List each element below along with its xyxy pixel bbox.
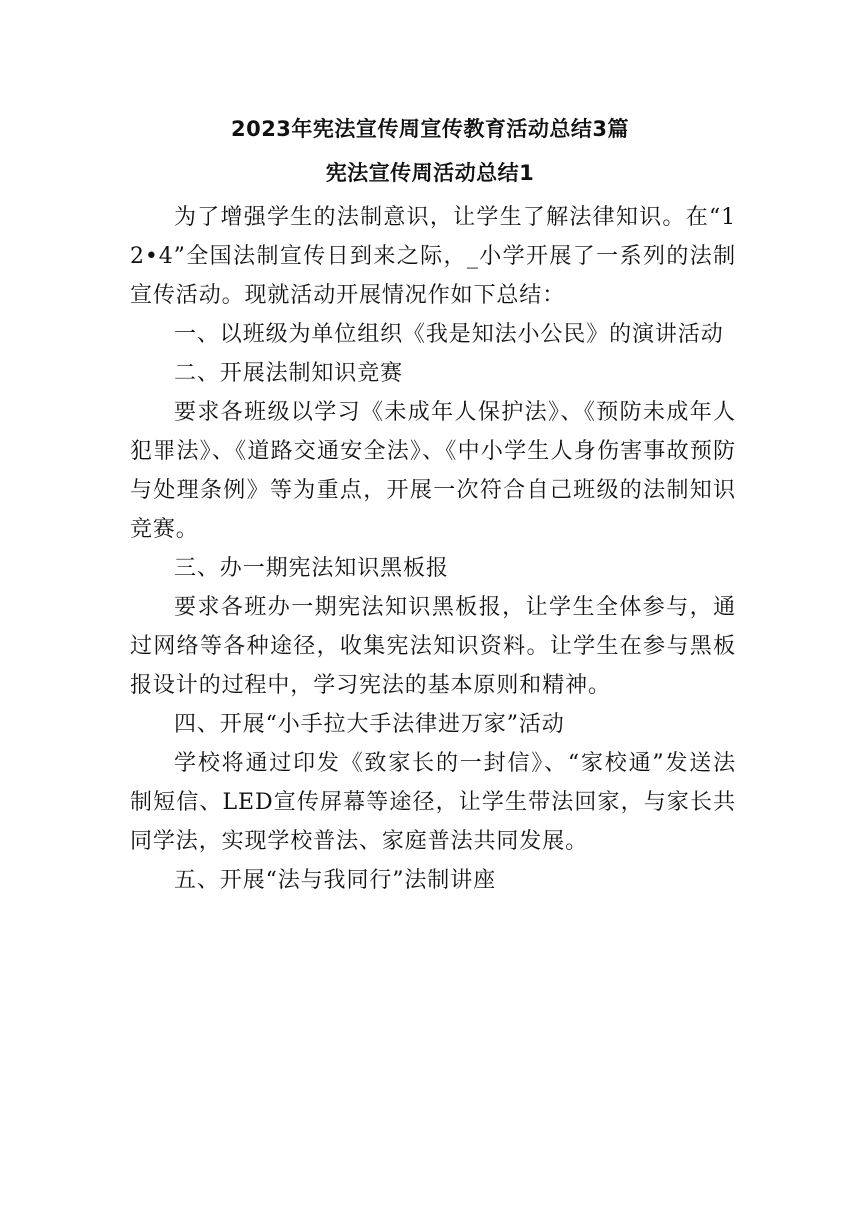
intro-paragraph: 为了增强学生的法制意识，让学生了解法律知识。在“12•4”全国法制宣传日到来之际，_小学开展了一系列的法制宣传活动。现就活动开展情况作如下总结： (130, 205, 736, 308)
section-4-paragraph: 学校将通过印发《致家长的一封信》、“家校通”发送法制短信、LED宣传屏幕等途径，让学生带法回家，与家长共同学法，实现学校普法、家庭普法共同发展。 (130, 751, 736, 854)
document-title: 2023年宪法宣传周宣传教育活动总结3篇 (230, 117, 630, 141)
section-heading-3: 三、办一期宪法知识黑板报 (174, 556, 449, 581)
section-heading-1: 一、以班级为单位组织《我是知法小公民》的演讲活动 (174, 322, 724, 347)
section-heading-4: 四、开展“小手拉大手法律进万家”活动 (174, 712, 565, 737)
section-3-paragraph: 要求各班办一期宪法知识黑板报，让学生全体参与，通过网络等各种途径，收集宪法知识资料。让学生在参与黑板报设计的过程中，学习宪法的基本原则和精神。 (130, 595, 736, 698)
document-body (130, 198, 736, 900)
section-heading-5: 五、开展“法与我同行”法制讲座 (174, 868, 496, 893)
section-2-paragraph: 要求各班级以学习《未成年人保护法》、《预防未成年人犯罪法》、《道路交通安全法》、《中小学生人身伤害事故预防与处理条例》等为重点，开展一次符合自己班级的法制知识竞赛。 (130, 400, 736, 542)
section-heading-2: 二、开展法制知识竞赛 (174, 361, 404, 386)
document-subtitle: 宪法宣传周活动总结1 (325, 161, 535, 185)
